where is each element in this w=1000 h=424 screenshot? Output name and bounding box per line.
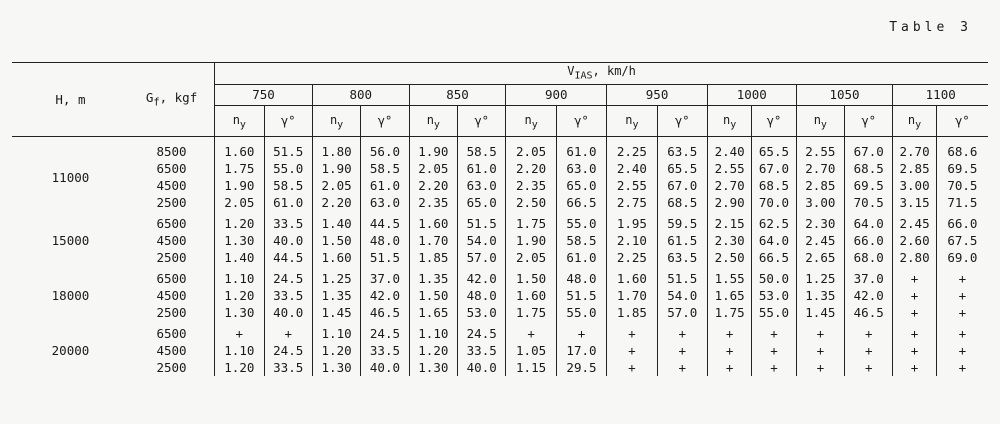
- gamma-cell: +: [936, 304, 988, 321]
- gamma-cell: 61.0: [556, 143, 606, 160]
- gamma-cell: 24.5: [264, 270, 312, 287]
- gamma-cell: 67.0: [845, 143, 893, 160]
- subheader-ny: $n_y$: [215, 106, 264, 137]
- gamma-cell: +: [556, 325, 606, 342]
- subheader-gamma: γ°: [657, 106, 707, 137]
- gamma-cell: 42.0: [361, 287, 409, 304]
- ny-cell: +: [893, 359, 936, 376]
- gamma-cell: 65.0: [458, 194, 506, 211]
- gamma-cell: 63.0: [361, 194, 409, 211]
- ny-cell: 3.00: [796, 194, 844, 211]
- subheader-ny-sub: y: [239, 119, 246, 131]
- gamma-cell: 51.5: [657, 270, 707, 287]
- gamma-cell: 42.0: [845, 287, 893, 304]
- ny-cell: 1.60: [506, 287, 556, 304]
- fuel-cell: 6500: [156, 216, 187, 232]
- subheader-ny: $n_y$: [409, 106, 457, 137]
- subheader-ny-sub: y: [531, 119, 538, 131]
- gamma-cell: 66.5: [752, 249, 796, 266]
- header-fuel-sub: f: [153, 96, 160, 109]
- gamma-cell: +: [752, 342, 796, 359]
- gamma-cell: +: [752, 359, 796, 376]
- subheader-gamma: γ°: [361, 106, 409, 137]
- gamma-cell: 68.5: [657, 194, 707, 211]
- ny-cell: 2.60: [893, 232, 936, 249]
- table-row: [12, 177, 988, 194]
- ny-cell: 1.80: [312, 143, 360, 160]
- ny-cell: 2.05: [506, 143, 556, 160]
- ny-cell: 2.70: [893, 143, 936, 160]
- ny-cell: 1.75: [506, 215, 556, 232]
- altitude-cell: 18000: [51, 288, 90, 304]
- ny-cell: 2.10: [607, 232, 657, 249]
- header-speed: $V_{IAS}$, km/h: [215, 63, 988, 85]
- ny-cell: 1.35: [409, 270, 457, 287]
- gamma-cell: 44.5: [361, 215, 409, 232]
- gamma-cell: 67.5: [936, 232, 988, 249]
- gamma-cell: 58.5: [556, 232, 606, 249]
- ny-cell: +: [707, 359, 751, 376]
- gamma-cell: +: [936, 359, 988, 376]
- ny-cell: +: [893, 304, 936, 321]
- subheader-ny-sub: y: [337, 119, 344, 131]
- ny-cell: +: [607, 325, 657, 342]
- gamma-cell: 54.0: [458, 232, 506, 249]
- fuel-cell: 4500: [156, 178, 187, 194]
- ny-cell: 1.30: [409, 359, 457, 376]
- gamma-cell: 24.5: [458, 325, 506, 342]
- gamma-cell: 62.5: [752, 215, 796, 232]
- header-altitude-label: H, m: [55, 92, 86, 108]
- gamma-cell: 40.0: [361, 359, 409, 376]
- gamma-cell: 53.0: [752, 287, 796, 304]
- ny-cell: 2.45: [796, 232, 844, 249]
- ny-cell: +: [215, 325, 264, 342]
- ny-cell: 1.75: [506, 304, 556, 321]
- gamma-cell: 63.0: [556, 160, 606, 177]
- ny-cell: +: [893, 325, 936, 342]
- table-row: [12, 194, 988, 211]
- ny-cell: 2.05: [506, 249, 556, 266]
- speed-header-1000: 1000: [707, 85, 796, 106]
- gamma-cell: 71.5: [936, 194, 988, 211]
- table-row: [12, 359, 988, 376]
- subheader-gamma: γ°: [845, 106, 893, 137]
- gamma-cell: 65.5: [657, 160, 707, 177]
- gamma-cell: +: [657, 342, 707, 359]
- ny-cell: 2.40: [607, 160, 657, 177]
- ny-cell: 1.75: [707, 304, 751, 321]
- gamma-cell: 48.0: [556, 270, 606, 287]
- ny-cell: +: [893, 287, 936, 304]
- ny-cell: 1.95: [607, 215, 657, 232]
- ny-cell: 1.45: [312, 304, 360, 321]
- altitude-cell: 15000: [51, 233, 90, 249]
- ny-cell: 1.60: [312, 249, 360, 266]
- gamma-cell: 69.5: [936, 160, 988, 177]
- ny-cell: 1.70: [607, 287, 657, 304]
- gamma-cell: 68.5: [845, 160, 893, 177]
- table-row: [12, 342, 988, 359]
- table-row: [12, 232, 988, 249]
- ny-cell: 1.20: [215, 359, 264, 376]
- ny-cell: 1.35: [796, 287, 844, 304]
- gamma-cell: +: [845, 359, 893, 376]
- ny-cell: 2.25: [607, 143, 657, 160]
- table-row: [12, 287, 988, 304]
- subheader-ny-sub: y: [632, 119, 639, 131]
- subheader-ny: $n_y$: [506, 106, 556, 137]
- ny-cell: 2.15: [707, 215, 751, 232]
- table-row: [12, 143, 988, 160]
- ny-cell: 1.30: [215, 304, 264, 321]
- gamma-cell: 24.5: [361, 325, 409, 342]
- gamma-cell: 70.5: [936, 177, 988, 194]
- gamma-cell: +: [752, 325, 796, 342]
- gamma-cell: 37.0: [361, 270, 409, 287]
- ny-cell: 1.65: [409, 304, 457, 321]
- table-caption: Table 3: [889, 20, 972, 35]
- gamma-cell: 69.0: [936, 249, 988, 266]
- subheader-ny: $n_y$: [707, 106, 751, 137]
- ny-cell: 1.30: [215, 232, 264, 249]
- ny-cell: 3.15: [893, 194, 936, 211]
- fuel-cell: 2500: [156, 250, 187, 266]
- header-fuel: $G_f$, kgf: [129, 63, 215, 137]
- gamma-cell: 66.0: [936, 215, 988, 232]
- fuel-cell: 6500: [156, 326, 187, 342]
- subheader-ny: $n_y$: [607, 106, 657, 137]
- subheader-ny: $n_y$: [796, 106, 844, 137]
- ny-cell: 2.25: [607, 249, 657, 266]
- ny-cell: 1.70: [409, 232, 457, 249]
- ny-cell: 2.05: [312, 177, 360, 194]
- ny-cell: 2.50: [506, 194, 556, 211]
- ny-cell: 1.10: [409, 325, 457, 342]
- ny-cell: 2.05: [409, 160, 457, 177]
- ny-cell: +: [707, 342, 751, 359]
- ny-cell: 1.25: [796, 270, 844, 287]
- gamma-cell: 33.5: [264, 287, 312, 304]
- ny-cell: 1.65: [707, 287, 751, 304]
- gamma-cell: 68.5: [752, 177, 796, 194]
- fuel-cell: 2500: [156, 195, 187, 211]
- subheader-ny-sub: y: [730, 119, 737, 131]
- gamma-cell: 54.0: [657, 287, 707, 304]
- header-altitude: [12, 63, 129, 137]
- subheader-gamma: γ°: [264, 106, 312, 137]
- gamma-cell: 42.0: [458, 270, 506, 287]
- subheader-ny-sub: y: [915, 119, 922, 131]
- gamma-cell: 17.0: [556, 342, 606, 359]
- ny-cell: 2.30: [707, 232, 751, 249]
- ny-cell: 1.10: [215, 270, 264, 287]
- ny-cell: 1.20: [409, 342, 457, 359]
- gamma-cell: 70.0: [752, 194, 796, 211]
- subheader-gamma: γ°: [752, 106, 796, 137]
- ny-cell: 3.00: [893, 177, 936, 194]
- ny-cell: 2.20: [409, 177, 457, 194]
- gamma-cell: 37.0: [845, 270, 893, 287]
- gamma-cell: 53.0: [458, 304, 506, 321]
- ny-cell: 1.45: [796, 304, 844, 321]
- gamma-cell: 63.5: [657, 143, 707, 160]
- ny-cell: +: [607, 342, 657, 359]
- ny-cell: 1.50: [312, 232, 360, 249]
- ny-cell: 2.55: [707, 160, 751, 177]
- ny-cell: 2.75: [607, 194, 657, 211]
- gamma-cell: 64.0: [752, 232, 796, 249]
- subheader-gamma: γ°: [458, 106, 506, 137]
- subheader-ny-sub: y: [820, 119, 827, 131]
- ny-cell: 2.70: [796, 160, 844, 177]
- ny-cell: 2.80: [893, 249, 936, 266]
- ny-cell: +: [506, 325, 556, 342]
- gamma-cell: 33.5: [264, 215, 312, 232]
- gamma-cell: 66.5: [556, 194, 606, 211]
- ny-cell: 1.30: [312, 359, 360, 376]
- gamma-cell: +: [264, 325, 312, 342]
- ny-cell: 1.25: [312, 270, 360, 287]
- ny-cell: 1.05: [506, 342, 556, 359]
- ny-cell: 1.90: [215, 177, 264, 194]
- ny-cell: 1.85: [409, 249, 457, 266]
- ny-cell: +: [893, 342, 936, 359]
- fuel-cell: 4500: [156, 288, 187, 304]
- subheader-ny: $n_y$: [312, 106, 360, 137]
- gamma-cell: 46.5: [845, 304, 893, 321]
- gamma-cell: 50.0: [752, 270, 796, 287]
- subheader-ny-sub: y: [433, 119, 440, 131]
- gamma-cell: +: [936, 342, 988, 359]
- altitude-cell: 20000: [51, 343, 90, 359]
- ny-cell: 1.40: [312, 215, 360, 232]
- gamma-cell: 68.0: [845, 249, 893, 266]
- gamma-cell: +: [845, 342, 893, 359]
- speed-header-1100: 1100: [893, 85, 988, 106]
- gamma-cell: 61.0: [264, 194, 312, 211]
- gamma-cell: 58.5: [264, 177, 312, 194]
- data-table: [12, 62, 988, 376]
- ny-cell: 2.45: [893, 215, 936, 232]
- gamma-cell: +: [657, 359, 707, 376]
- gamma-cell: 55.0: [752, 304, 796, 321]
- gamma-cell: 46.5: [361, 304, 409, 321]
- gamma-cell: 61.0: [556, 249, 606, 266]
- gamma-cell: 63.5: [657, 249, 707, 266]
- gamma-cell: 66.0: [845, 232, 893, 249]
- ny-cell: 1.50: [506, 270, 556, 287]
- ny-cell: 1.40: [215, 249, 264, 266]
- gamma-cell: 57.0: [458, 249, 506, 266]
- ny-cell: 2.30: [796, 215, 844, 232]
- gamma-cell: 33.5: [264, 359, 312, 376]
- ny-cell: 1.60: [215, 143, 264, 160]
- gamma-cell: 55.0: [264, 160, 312, 177]
- speed-header-950: 950: [607, 85, 708, 106]
- gamma-cell: 40.0: [264, 304, 312, 321]
- subheader-gamma: γ°: [936, 106, 988, 137]
- ny-cell: 1.10: [215, 342, 264, 359]
- gamma-cell: 64.0: [845, 215, 893, 232]
- ny-cell: 2.55: [796, 143, 844, 160]
- ny-cell: 1.90: [409, 143, 457, 160]
- ny-cell: 1.60: [409, 215, 457, 232]
- ny-cell: 1.85: [607, 304, 657, 321]
- ny-cell: 1.20: [215, 215, 264, 232]
- gamma-cell: 57.0: [657, 304, 707, 321]
- ny-cell: 2.35: [506, 177, 556, 194]
- table-row: [12, 160, 988, 177]
- ny-cell: 1.35: [312, 287, 360, 304]
- gamma-cell: 70.5: [845, 194, 893, 211]
- gamma-cell: +: [657, 325, 707, 342]
- gamma-cell: +: [936, 287, 988, 304]
- gamma-cell: 68.6: [936, 143, 988, 160]
- speed-header-1050: 1050: [796, 85, 893, 106]
- table-row: [12, 304, 988, 321]
- ny-cell: 1.55: [707, 270, 751, 287]
- ny-cell: 1.20: [312, 342, 360, 359]
- ny-cell: 2.70: [707, 177, 751, 194]
- gamma-cell: 51.5: [264, 143, 312, 160]
- ny-cell: +: [893, 270, 936, 287]
- ny-cell: 2.90: [707, 194, 751, 211]
- gamma-cell: 55.0: [556, 304, 606, 321]
- gamma-cell: 61.5: [657, 232, 707, 249]
- gamma-cell: 33.5: [458, 342, 506, 359]
- fuel-cell: 4500: [156, 233, 187, 249]
- ny-cell: 1.75: [215, 160, 264, 177]
- gamma-cell: 44.5: [264, 249, 312, 266]
- fuel-cell: 8500: [156, 144, 187, 160]
- gamma-cell: +: [936, 270, 988, 287]
- fuel-cell: 2500: [156, 305, 187, 321]
- ny-cell: 2.55: [607, 177, 657, 194]
- fuel-cell: 4500: [156, 343, 187, 359]
- ny-cell: +: [796, 325, 844, 342]
- altitude-cell: 11000: [51, 169, 90, 185]
- gamma-cell: 67.0: [657, 177, 707, 194]
- gamma-cell: 61.0: [458, 160, 506, 177]
- subheader-gamma: γ°: [556, 106, 606, 137]
- gamma-cell: +: [936, 325, 988, 342]
- gamma-cell: +: [845, 325, 893, 342]
- ny-cell: 2.65: [796, 249, 844, 266]
- gamma-cell: 40.0: [458, 359, 506, 376]
- gamma-cell: 33.5: [361, 342, 409, 359]
- gamma-cell: 48.0: [458, 287, 506, 304]
- speed-header-850: 850: [409, 85, 506, 106]
- table-row: [12, 249, 988, 266]
- fuel-cell: 2500: [156, 360, 187, 376]
- ny-cell: +: [607, 359, 657, 376]
- ny-cell: 2.50: [707, 249, 751, 266]
- gamma-cell: 65.0: [556, 177, 606, 194]
- speed-header-800: 800: [312, 85, 409, 106]
- gamma-cell: 55.0: [556, 215, 606, 232]
- ny-cell: +: [707, 325, 751, 342]
- fuel-cell: 6500: [156, 271, 187, 287]
- gamma-cell: 65.5: [752, 143, 796, 160]
- ny-cell: 1.10: [312, 325, 360, 342]
- gamma-cell: 51.5: [458, 215, 506, 232]
- fuel-cell: 6500: [156, 161, 187, 177]
- gamma-cell: 48.0: [361, 232, 409, 249]
- gamma-cell: 51.5: [556, 287, 606, 304]
- ny-cell: 1.90: [312, 160, 360, 177]
- gamma-cell: 40.0: [264, 232, 312, 249]
- ny-cell: 1.20: [215, 287, 264, 304]
- ny-cell: 1.90: [506, 232, 556, 249]
- gamma-cell: 67.0: [752, 160, 796, 177]
- ny-cell: 1.60: [607, 270, 657, 287]
- ny-cell: +: [796, 342, 844, 359]
- gamma-cell: 29.5: [556, 359, 606, 376]
- ny-cell: 2.85: [893, 160, 936, 177]
- subheader-ny: $n_y$: [893, 106, 936, 137]
- ny-cell: +: [796, 359, 844, 376]
- gamma-cell: 58.5: [458, 143, 506, 160]
- gamma-cell: 24.5: [264, 342, 312, 359]
- table-row: [12, 270, 988, 287]
- header-speed-sub: IAS: [574, 70, 593, 82]
- gamma-cell: 58.5: [361, 160, 409, 177]
- speed-header-900: 900: [506, 85, 607, 106]
- ny-cell: 2.35: [409, 194, 457, 211]
- ny-cell: 2.85: [796, 177, 844, 194]
- speed-header-750: 750: [215, 85, 313, 106]
- ny-cell: 2.20: [312, 194, 360, 211]
- gamma-cell: 51.5: [361, 249, 409, 266]
- gamma-cell: 69.5: [845, 177, 893, 194]
- ny-cell: 2.20: [506, 160, 556, 177]
- table-row: [12, 325, 988, 342]
- gamma-cell: 63.0: [458, 177, 506, 194]
- gamma-cell: 61.0: [361, 177, 409, 194]
- table-row: [12, 215, 988, 232]
- gamma-cell: 59.5: [657, 215, 707, 232]
- ny-cell: 1.50: [409, 287, 457, 304]
- ny-cell: 2.05: [215, 194, 264, 211]
- ny-cell: 1.15: [506, 359, 556, 376]
- gamma-cell: 56.0: [361, 143, 409, 160]
- ny-cell: 2.40: [707, 143, 751, 160]
